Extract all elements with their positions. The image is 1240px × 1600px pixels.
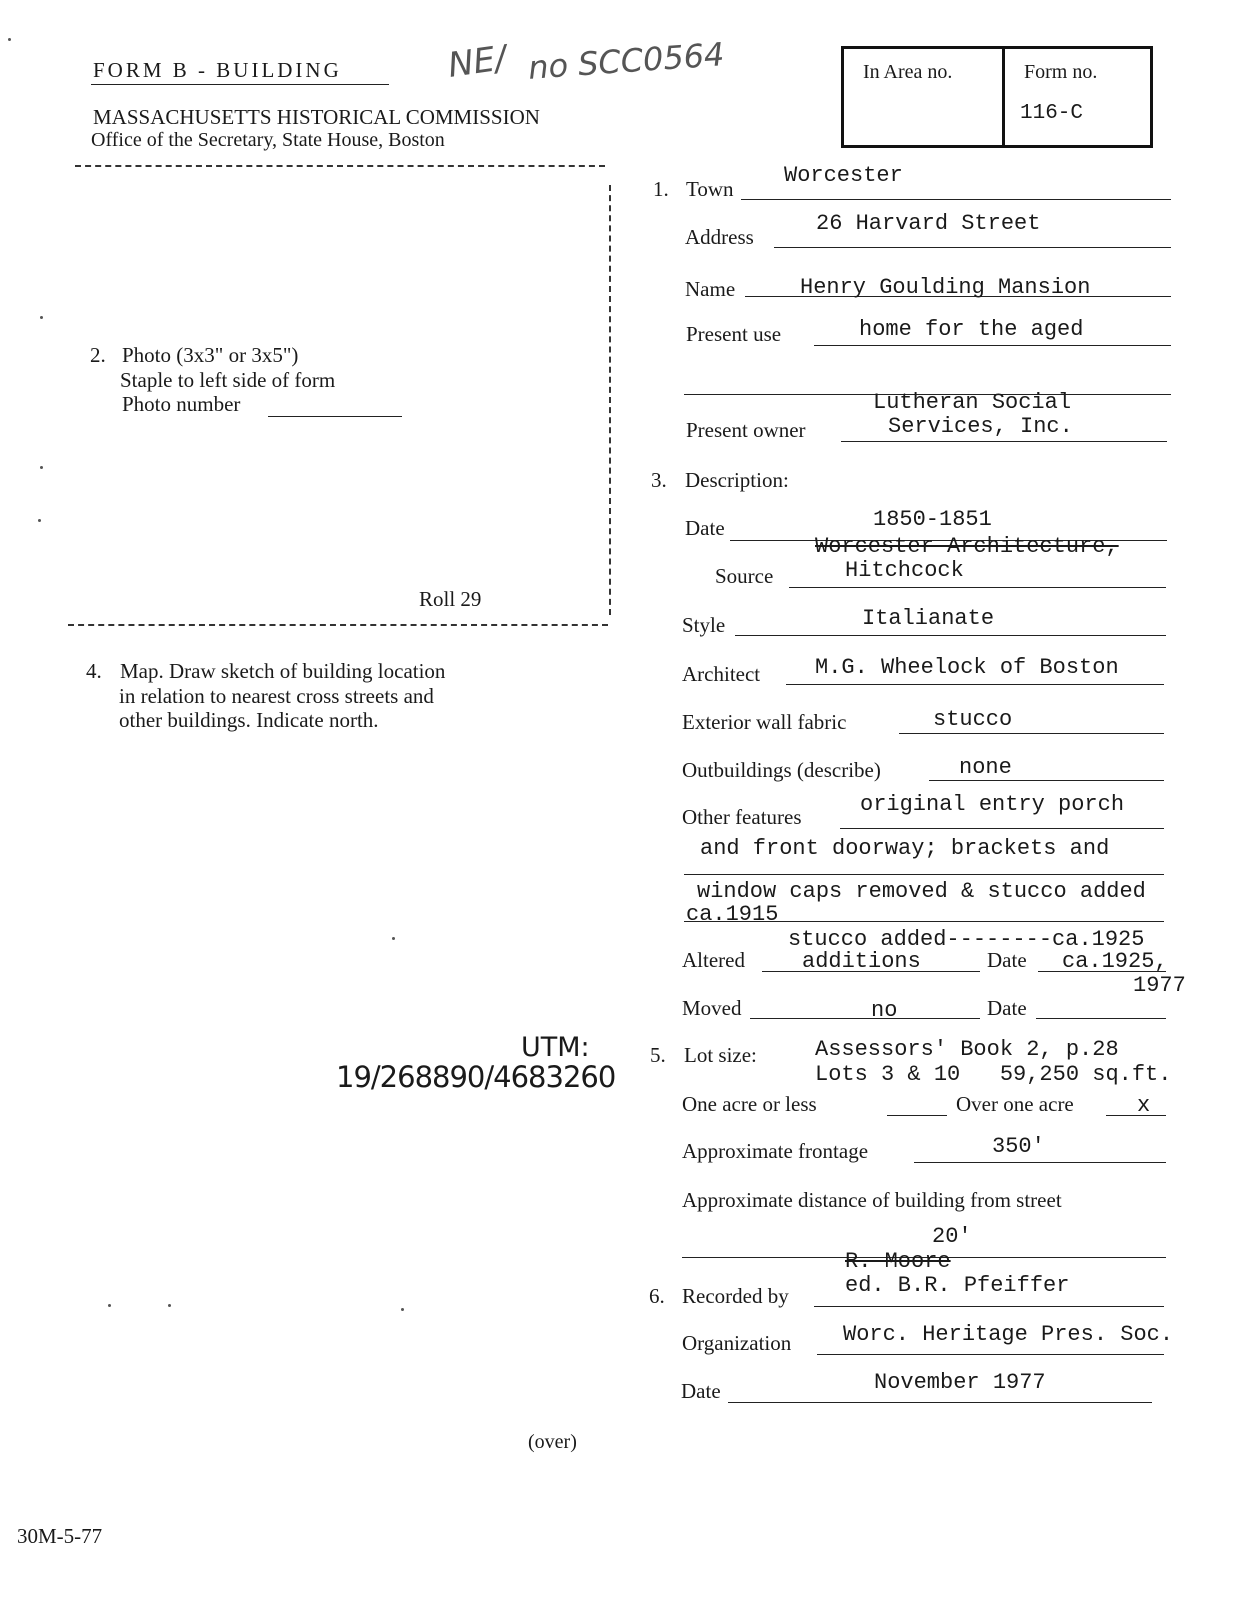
present-use-value: home for the aged xyxy=(859,317,1084,342)
features-line-2: and front doorway; brackets and xyxy=(700,836,1110,861)
photo-area-right-border xyxy=(609,185,611,615)
altered-date-1: ca.1925, xyxy=(1062,949,1168,974)
features-line-4: ca.1915 xyxy=(686,902,779,927)
wall-fabric-value: stucco xyxy=(933,707,1013,732)
map-line-1: Map. Draw sketch of building location xyxy=(120,659,446,683)
photo-number-label: Photo number xyxy=(122,392,241,416)
form-title: FORM B - BUILDING xyxy=(93,58,342,82)
present-use-line xyxy=(814,345,1171,346)
recorded-by-line xyxy=(814,1306,1164,1307)
address-label: Address xyxy=(685,225,754,249)
name-label: Name xyxy=(685,277,736,301)
present-owner-line xyxy=(841,441,1167,442)
scan-speck xyxy=(401,1308,404,1311)
map-line-3: other buildings. Indicate north. xyxy=(119,708,379,732)
recorded-date-value: November 1977 xyxy=(874,1370,1046,1395)
architect-label: Architect xyxy=(682,662,761,686)
source-line-2: Hitchcock xyxy=(845,558,964,583)
outbuildings-label: Outbuildings (describe) xyxy=(682,758,881,782)
office-address: Office of the Secretary, State House, Boston xyxy=(91,129,445,151)
town-line xyxy=(741,199,1171,200)
over-acre-line xyxy=(1106,1115,1166,1116)
frontage-label: Approximate frontage xyxy=(682,1139,869,1163)
section-3-number: 3. xyxy=(651,468,667,492)
owner-line-2: Services, Inc. xyxy=(888,414,1073,439)
owner-line-1: Lutheran Social xyxy=(873,390,1072,415)
moved-line xyxy=(750,1018,980,1019)
photo-area-bottom-border xyxy=(68,624,608,626)
scan-speck xyxy=(392,937,395,940)
recorded-by-label: Recorded by xyxy=(682,1284,789,1308)
lot-size-line-2: Lots 3 & 10 59,250 sq.ft. xyxy=(815,1062,1172,1087)
recorded-by-value: ed. B.R. Pfeiffer xyxy=(845,1273,1070,1298)
form-title-underline xyxy=(91,84,389,85)
distance-label: Approximate distance of building from street xyxy=(682,1188,1062,1212)
present-owner-label: Present owner xyxy=(686,418,806,442)
organization-line xyxy=(817,1354,1164,1355)
style-line xyxy=(735,635,1166,636)
frontage-value: 350' xyxy=(992,1134,1045,1159)
scan-speck xyxy=(168,1304,171,1307)
section-6-number: 6. xyxy=(649,1284,665,1308)
description-label: Description: xyxy=(685,468,789,492)
handwritten-note: no SCC0564 xyxy=(526,35,726,87)
over-note: (over) xyxy=(528,1431,577,1453)
scan-speck xyxy=(38,519,41,522)
architect-line xyxy=(786,684,1164,685)
address-value: 26 Harvard Street xyxy=(816,211,1041,236)
utm-label: UTM: xyxy=(521,1032,590,1063)
features-line-3: window caps removed & stucco added xyxy=(697,879,1146,904)
form-no-value: 116-C xyxy=(1020,102,1084,125)
recorded-by-struck: R. Moore xyxy=(845,1249,951,1274)
name-value: Henry Goulding Mansion xyxy=(800,275,1091,300)
architect-value: M.G. Wheelock of Boston xyxy=(815,655,1119,680)
handwritten-prefix: NE/ xyxy=(445,38,509,86)
scan-speck xyxy=(40,316,43,319)
section-1-number: 1. xyxy=(653,177,669,201)
one-acre-line xyxy=(887,1115,947,1116)
commission-name: MASSACHUSETTS HISTORICAL COMMISSION xyxy=(93,105,540,129)
moved-label: Moved xyxy=(682,996,742,1020)
roll-number: Roll 29 xyxy=(419,587,482,611)
features-line-1: original entry porch xyxy=(860,792,1125,817)
address-line xyxy=(774,247,1171,248)
altered-date-2: 1977 xyxy=(1133,973,1186,998)
outbuildings-value: none xyxy=(959,755,1012,780)
source-label: Source xyxy=(715,564,774,588)
scan-speck xyxy=(108,1304,111,1307)
recorded-date-line xyxy=(728,1402,1152,1403)
town-value: Worcester xyxy=(784,163,903,188)
photo-number: 2. xyxy=(90,343,106,367)
form-code: 30M-5-77 xyxy=(17,1524,103,1548)
wall-fabric-line xyxy=(899,733,1164,734)
scan-speck xyxy=(40,466,43,469)
other-features-label: Other features xyxy=(682,805,802,829)
distance-value: 20' xyxy=(932,1224,972,1249)
moved-date-line xyxy=(1036,1018,1166,1019)
form-no-label: Form no. xyxy=(1024,61,1098,83)
source-line xyxy=(789,587,1166,588)
outbuildings-line xyxy=(929,780,1164,781)
photo-area-top-border xyxy=(75,165,605,167)
wall-fabric-label: Exterior wall fabric xyxy=(682,710,847,734)
over-acre-label: Over one acre xyxy=(956,1092,1074,1116)
date-value: 1850-1851 xyxy=(873,507,992,532)
map-line-2: in relation to nearest cross streets and xyxy=(119,684,434,708)
date-label: Date xyxy=(685,516,725,540)
photo-title: Photo (3x3" or 3x5") xyxy=(122,343,299,367)
altered-date-label: Date xyxy=(987,948,1027,972)
lot-size-line-1: Assessors' Book 2, p.28 xyxy=(815,1037,1119,1062)
altered-label: Altered xyxy=(682,948,745,972)
organization-label: Organization xyxy=(682,1331,792,1355)
organization-value: Worc. Heritage Pres. Soc. xyxy=(843,1322,1174,1347)
area-form-box xyxy=(841,46,1153,148)
lot-size-label: Lot size: xyxy=(684,1043,757,1067)
map-number: 4. xyxy=(86,659,102,683)
photo-instruction: Staple to left side of form xyxy=(120,368,336,392)
scan-speck xyxy=(8,38,11,41)
utm-value: 19/268890/4683260 xyxy=(336,1060,616,1094)
one-acre-label: One acre or less xyxy=(682,1092,817,1116)
box-divider xyxy=(1002,49,1005,145)
present-use-label: Present use xyxy=(686,322,782,346)
section-5-number: 5. xyxy=(650,1043,666,1067)
source-line-1: Worcester Architecture, xyxy=(815,534,1119,559)
over-acre-value: x xyxy=(1137,1093,1151,1118)
style-label: Style xyxy=(682,613,726,637)
other-features-line xyxy=(840,828,1164,829)
style-value: Italianate xyxy=(862,606,995,631)
town-label: Town xyxy=(686,177,734,201)
area-no-label: In Area no. xyxy=(863,61,953,83)
moved-date-label: Date xyxy=(987,996,1027,1020)
features-line-2-rule xyxy=(684,874,1164,875)
altered-line-2: additions xyxy=(802,949,921,974)
photo-number-line xyxy=(268,416,402,417)
frontage-line xyxy=(914,1162,1166,1163)
recorded-date-label: Date xyxy=(681,1379,721,1403)
altered-line-1: stucco added--------ca.1925 xyxy=(788,927,1145,952)
moved-value: no xyxy=(871,998,898,1023)
